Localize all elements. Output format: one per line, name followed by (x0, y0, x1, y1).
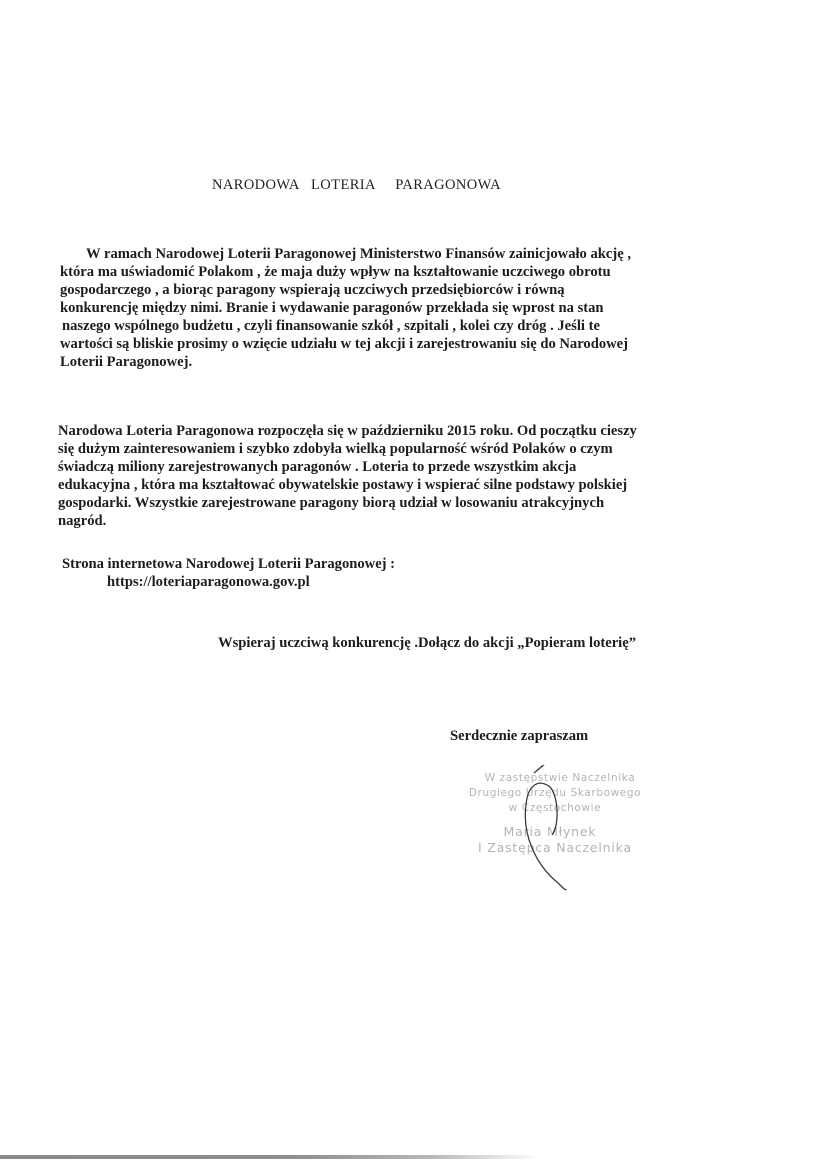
stamp-line: w Częstochowie (508, 802, 602, 814)
stamp-position: I Zastępca Naczelnika (478, 840, 632, 855)
paragraph-line: Loterii Paragonowej. (60, 354, 193, 370)
paragraph-line: edukacyjna , która ma kształtować obywatelskie postawy i wspierać silne podstawy polskiej (58, 477, 628, 493)
paragraph-line: świadczą miliony zarejestrowanych paragonów . Loteria to przede wszystkim akcja (58, 459, 577, 475)
stamp-name: Maria Młynek (503, 824, 597, 839)
stamp-line: W zastępstwie Naczelnika (484, 772, 636, 784)
paragraph-line: która ma uświadomić Polakom , że maja duży wpływ na kształtowanie uczciwego obrotu (60, 264, 611, 280)
paragraph-line: się dużym zainteresowaniem i szybko zdobyła wielką popularność wśród Polaków o czym (58, 441, 613, 457)
paragraph-line: gospodarczego , a biorąc paragony wspierają uczciwych przedsiębiorców i równą (60, 282, 565, 298)
paragraph-line: wartości są bliskie prosimy o wzięcie udziału w tej akcji i zarejestrowaniu się do Narodowej (60, 336, 629, 352)
paragraph-line: gospodarki. Wszystkie zarejestrowane paragony biorą udział w losowaniu atrakcyjnych (58, 495, 605, 511)
document-title: NARODOWA LOTERIA PARAGONOWA (212, 177, 501, 193)
scan-edge-line (0, 1155, 540, 1159)
paragraph-line: konkurencję między nimi. Branie i wydawanie paragonów przekłada się wprost na stan (60, 300, 604, 316)
paragraph-line: W ramach Narodowej Loterii Paragonowej Ministerstwo Finansów zainicjowało akcję , (86, 246, 632, 262)
paragraph-line: nagród. (58, 513, 107, 529)
slogan-text: Wspieraj uczciwą konkurencję .Dołącz do akcji „Popieram loterię” (218, 635, 637, 651)
stamp-line: Drugiego Urzędu Skarbowego (468, 787, 642, 799)
website-label: Strona internetowa Narodowej Loterii Paragonowej : (62, 556, 396, 572)
paragraph-line: naszego wspólnego budżetu , czyli finansowanie szkół , szpitali , kolei czy dróg . Jeśli te (62, 318, 600, 334)
paragraph-line: Narodowa Loteria Paragonowa rozpoczęła się w październiku 2015 roku. Od początku cieszy (58, 423, 637, 439)
closing-text: Serdecznie zapraszam (450, 728, 589, 744)
website-url-link[interactable]: https://loteriaparagonowa.gov.pl (107, 574, 310, 590)
signature-icon (500, 765, 590, 895)
